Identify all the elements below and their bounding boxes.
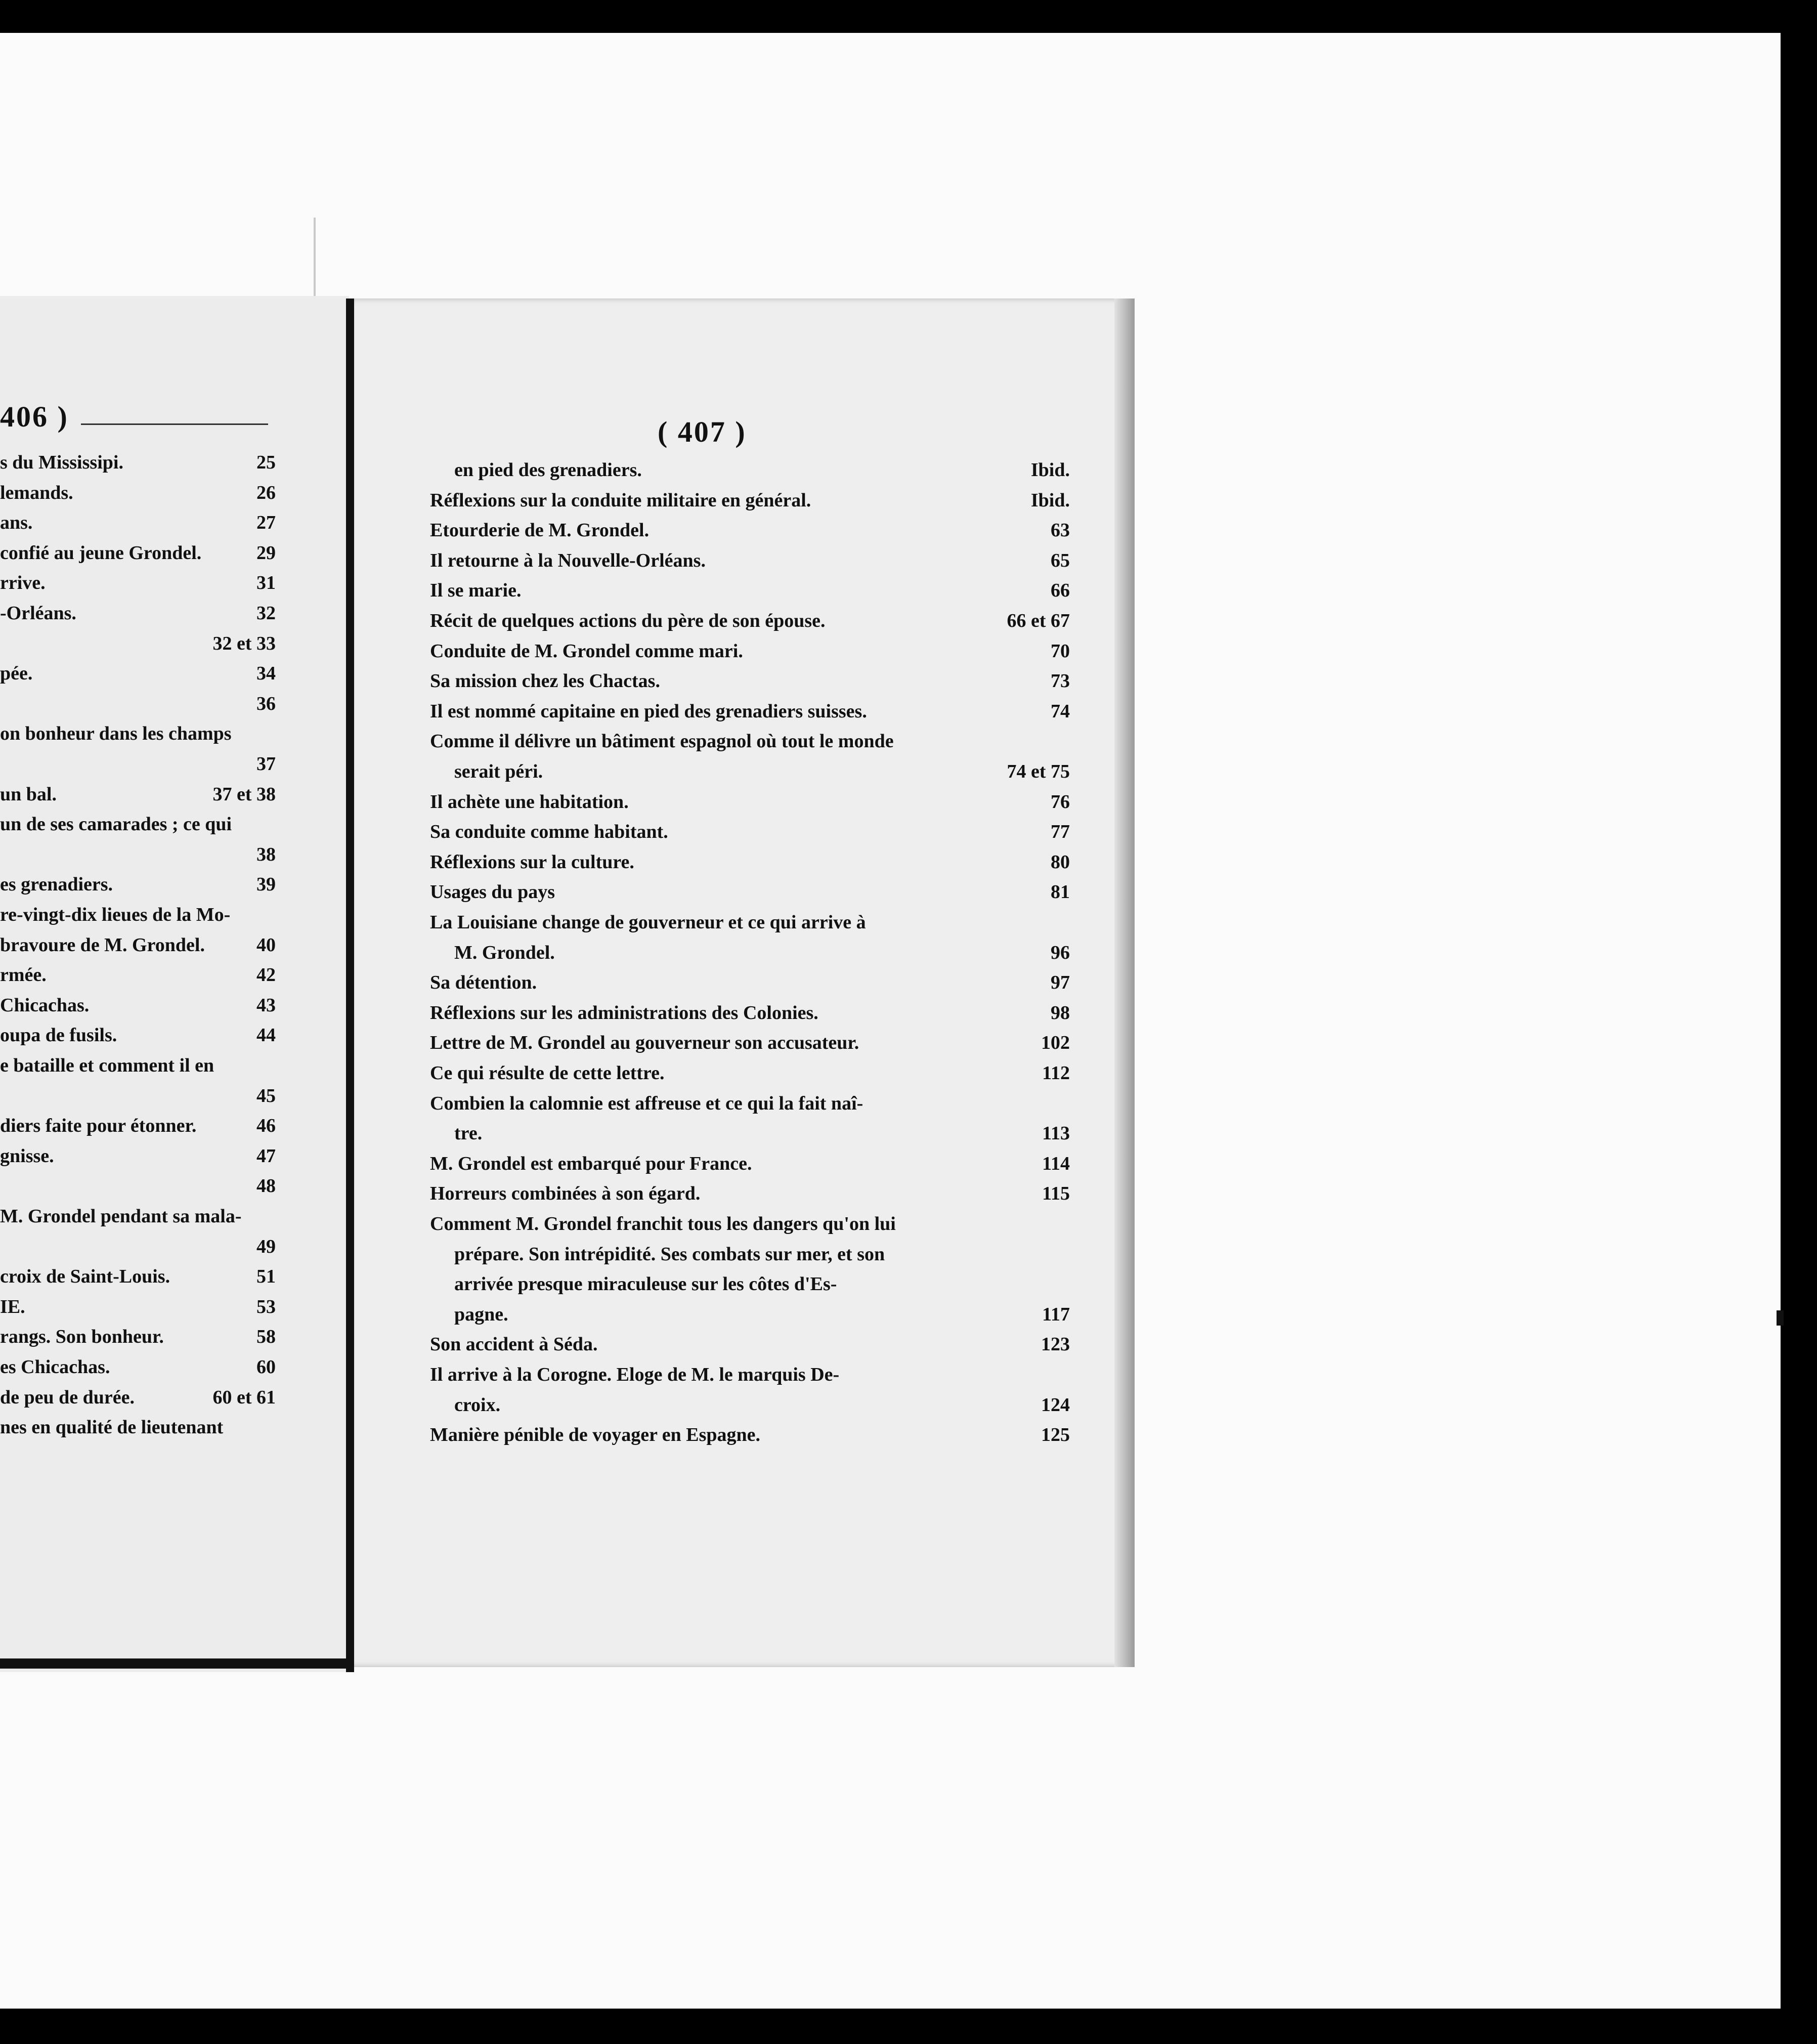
left-toc-line [0, 659, 276, 688]
right-page-number: ( 407 ) [658, 415, 747, 448]
toc-entry-text: de peu de durée. [0, 1386, 135, 1408]
left-toc-line [0, 508, 276, 537]
toc-entry-page: 66 [1051, 580, 1070, 602]
left-toc-line [0, 1262, 276, 1291]
left-toc-line [0, 629, 276, 658]
left-page-406 [0, 296, 349, 1672]
left-toc-line [0, 689, 276, 718]
right-toc-line [430, 877, 1070, 907]
left-toc-line [0, 599, 276, 628]
toc-entry-page: Ibid. [1030, 489, 1070, 511]
right-toc-line [430, 1089, 1070, 1118]
right-toc-line [430, 1149, 1070, 1178]
right-toc-line [430, 908, 1070, 937]
toc-entry-text: Il retourne à la Nouvelle-Orléans. [430, 549, 706, 571]
toc-entry-text: IE. [0, 1296, 25, 1317]
right-toc-line [430, 606, 1070, 635]
toc-entry-page: 102 [1041, 1032, 1070, 1054]
left-toc-line [0, 1292, 276, 1322]
toc-entry-text: croix. [454, 1394, 501, 1416]
toc-entry-text: Réflexions sur la conduite militaire en général. [430, 489, 811, 511]
left-toc-line [0, 1051, 276, 1080]
toc-entry-text: arrivée presque miraculeuse sur les côtes d'Es- [454, 1273, 837, 1295]
toc-entry-page: 32 [256, 603, 276, 624]
right-toc-line [430, 516, 1070, 545]
toc-entry-page: 58 [256, 1326, 276, 1348]
toc-entry-page: 34 [256, 663, 276, 685]
toc-entry-page: 124 [1041, 1394, 1070, 1416]
toc-entry-text: e bataille et comment il en [0, 1055, 214, 1076]
toc-entry-text: croix de Saint-Louis. [0, 1266, 170, 1288]
toc-entry-page: 115 [1042, 1183, 1070, 1205]
left-toc-line [0, 1020, 276, 1050]
right-toc-line [430, 998, 1070, 1028]
right-toc-line [430, 938, 1070, 967]
toc-entry-page: 45 [256, 1085, 276, 1106]
toc-entry-text: Il arrive à la Corogne. Eloge de M. le marquis De- [430, 1364, 840, 1385]
right-toc-line [430, 1390, 1070, 1420]
toc-entry-text: en pied des grenadiers. [454, 459, 642, 481]
right-page-407 [354, 299, 1135, 1667]
toc-entry-page: 36 [256, 693, 276, 714]
toc-entry-page: 96 [1051, 942, 1070, 963]
right-toc-line [430, 1360, 1070, 1389]
toc-entry-page: 25 [256, 452, 276, 473]
right-toc-line [430, 1330, 1070, 1359]
left-toc-line [0, 448, 276, 477]
toc-entry-text: rangs. Son bonheur. [0, 1326, 164, 1348]
left-toc-line [0, 1232, 276, 1261]
left-toc-line [0, 538, 276, 568]
toc-entry-text: rmée. [0, 964, 47, 986]
right-toc-line [430, 757, 1070, 786]
toc-entry-text: M. Grondel pendant sa mala- [0, 1206, 242, 1227]
toc-entry-page: 51 [256, 1266, 276, 1288]
toc-entry-page: 66 et 67 [1007, 610, 1070, 631]
toc-entry-text: un de ses camarades ; ce qui [0, 814, 232, 835]
left-toc-line [0, 930, 276, 960]
toc-entry-page: 46 [256, 1115, 276, 1137]
toc-entry-text: Son accident à Séda. [430, 1334, 598, 1355]
toc-entry-text: Horreurs combinées à son égard. [430, 1183, 701, 1205]
toc-entry-page: 74 et 75 [1007, 761, 1070, 782]
left-toc-line [0, 1322, 276, 1351]
left-toc-line [0, 810, 276, 839]
toc-entry-page: 43 [256, 994, 276, 1016]
toc-entry-text: Comment M. Grondel franchit tous les dangers qu'on lui [430, 1213, 896, 1234]
film-edge-mark [1777, 1310, 1784, 1326]
toc-entry-text: bravoure de M. Grondel. [0, 934, 205, 956]
toc-entry-page: 112 [1042, 1062, 1070, 1084]
left-toc-line [0, 780, 276, 809]
left-toc-line [0, 900, 276, 929]
book-gutter [346, 299, 354, 1672]
toc-entry-page: 70 [1051, 640, 1070, 662]
left-toc-line [0, 1413, 276, 1442]
toc-entry-text: Conduite de M. Grondel comme mari. [430, 640, 743, 662]
toc-entry-text: Ce qui résulte de cette lettre. [430, 1062, 665, 1084]
toc-entry-page: 53 [256, 1296, 276, 1317]
left-toc-line [0, 960, 276, 990]
toc-entry-page: 49 [256, 1236, 276, 1257]
right-toc-line [430, 1300, 1070, 1329]
toc-entry-page: 97 [1051, 972, 1070, 994]
toc-entry-text: prépare. Son intrépidité. Ses combats sur mer, et son [454, 1243, 885, 1265]
left-toc-line [0, 1352, 276, 1382]
right-toc-line [430, 1240, 1070, 1269]
toc-entry-page: 98 [1051, 1002, 1070, 1024]
toc-entry-text: La Louisiane change de gouverneur et ce qui arrive à [430, 912, 866, 933]
left-page-number: 406 ) [0, 400, 69, 433]
toc-entry-text: -Orléans. [0, 603, 76, 624]
toc-entry-page: 77 [1051, 821, 1070, 843]
right-toc-line [430, 787, 1070, 817]
right-toc-line [430, 666, 1070, 696]
toc-entry-text: serait péri. [454, 761, 543, 782]
toc-entry-text: Réflexions sur les administrations des Colonies. [430, 1002, 818, 1024]
sheet-fold-mark [314, 218, 316, 309]
right-toc-line [430, 968, 1070, 997]
toc-entry-page: Ibid. [1030, 459, 1070, 481]
toc-entry-page: 38 [256, 843, 276, 865]
left-toc-line [0, 1111, 276, 1140]
toc-entry-page: 40 [256, 934, 276, 956]
toc-entry-text: Il achète une habitation. [430, 791, 629, 813]
toc-entry-text: Réflexions sur la culture. [430, 851, 634, 873]
right-toc-line [430, 1269, 1070, 1299]
toc-entry-text: es Chicachas. [0, 1356, 110, 1378]
toc-entry-page: 80 [1051, 851, 1070, 873]
toc-entry-page: 74 [1051, 700, 1070, 722]
right-toc-line [430, 486, 1070, 515]
toc-entry-page: 123 [1041, 1334, 1070, 1355]
left-toc-line [0, 719, 276, 748]
toc-entry-text: Récit de quelques actions du père de son épouse. [430, 610, 826, 631]
toc-entry-page: 44 [256, 1025, 276, 1046]
toc-entry-page: 60 [256, 1356, 276, 1378]
toc-entry-text: tre. [454, 1123, 483, 1144]
left-toc-line [0, 870, 276, 899]
right-toc-line [430, 1058, 1070, 1088]
book-bottom-edge [0, 1658, 349, 1669]
toc-entry-page: 114 [1042, 1153, 1070, 1174]
right-toc-line [430, 727, 1070, 756]
toc-entry-text: Lettre de M. Grondel au gouverneur son accusateur. [430, 1032, 859, 1054]
left-toc-line [0, 478, 276, 507]
toc-entry-text: pagne. [454, 1303, 508, 1325]
toc-entry-page: 81 [1051, 881, 1070, 903]
toc-entry-text: oupa de fusils. [0, 1025, 117, 1046]
toc-entry-page: 117 [1042, 1303, 1070, 1325]
toc-entry-page: 31 [256, 572, 276, 594]
toc-entry-text: rrive. [0, 572, 46, 594]
toc-entry-page: 48 [256, 1175, 276, 1197]
left-toc-line [0, 1171, 276, 1201]
toc-entry-page: 26 [256, 482, 276, 503]
toc-entry-page: 113 [1042, 1123, 1070, 1144]
toc-entry-page: 65 [1051, 549, 1070, 571]
toc-entry-text: lemands. [0, 482, 73, 503]
toc-entry-text: nes en qualité de lieutenant [0, 1417, 224, 1438]
right-toc-line [430, 847, 1070, 877]
right-toc-line [430, 697, 1070, 726]
left-toc-line [0, 1202, 276, 1231]
toc-entry-page: 63 [1051, 520, 1070, 541]
toc-entry-page: 27 [256, 512, 276, 534]
toc-entry-page: 29 [256, 542, 276, 564]
toc-entry-page: 47 [256, 1145, 276, 1167]
toc-entry-text: ans. [0, 512, 33, 534]
left-header-rule [81, 423, 268, 425]
left-toc-line [0, 991, 276, 1020]
toc-entry-text: confié au jeune Grondel. [0, 542, 202, 564]
toc-entry-page: 76 [1051, 791, 1070, 813]
toc-entry-text: Manière pénible de voyager en Espagne. [430, 1424, 761, 1446]
left-toc-line [0, 749, 276, 779]
toc-entry-text: diers faite pour étonner. [0, 1115, 197, 1137]
toc-entry-text: Sa détention. [430, 972, 537, 994]
page-edge-shadow [1114, 299, 1135, 1667]
toc-entry-page: 73 [1051, 670, 1070, 692]
toc-entry-text: Comme il délivre un bâtiment espagnol où tout le monde [430, 731, 894, 752]
toc-entry-text: re-vingt-dix lieues de la Mo- [0, 904, 231, 925]
right-toc-line [430, 817, 1070, 846]
toc-entry-page: 39 [256, 874, 276, 896]
left-toc-line [0, 1081, 276, 1111]
toc-entry-text: Sa conduite comme habitant. [430, 821, 668, 843]
right-toc-line [430, 1028, 1070, 1057]
toc-entry-page: 37 et 38 [212, 783, 276, 805]
toc-entry-text: on bonheur dans les champs [0, 723, 232, 745]
toc-entry-text: Il est nommé capitaine en pied des grenadiers suisses. [430, 700, 867, 722]
left-toc-line [0, 840, 276, 869]
toc-entry-text: gnisse. [0, 1145, 54, 1167]
toc-entry-text: Il se marie. [430, 580, 522, 602]
left-toc-line [0, 568, 276, 598]
toc-entry-text: es grenadiers. [0, 874, 113, 896]
right-toc-line [430, 636, 1070, 666]
toc-entry-text: Chicachas. [0, 994, 90, 1016]
left-toc-line [0, 1383, 276, 1412]
toc-entry-text: un bal. [0, 783, 57, 805]
toc-entry-text: M. Grondel est embarqué pour France. [430, 1153, 752, 1174]
toc-entry-page: 42 [256, 964, 276, 986]
toc-entry-text: Sa mission chez les Chactas. [430, 670, 660, 692]
right-toc-line [430, 1119, 1070, 1148]
right-toc-line [430, 1209, 1070, 1239]
toc-entry-text: Usages du pays [430, 881, 555, 903]
toc-entry-text: M. Grondel. [454, 942, 555, 963]
toc-entry-page: 125 [1041, 1424, 1070, 1446]
right-toc-line [430, 546, 1070, 575]
right-toc-line [430, 455, 1070, 485]
toc-entry-text: s du Mississipi. [0, 452, 123, 473]
toc-entry-text: pée. [0, 663, 33, 685]
toc-entry-text: Etourderie de M. Grondel. [430, 520, 650, 541]
right-toc-line [430, 1420, 1070, 1450]
right-toc-line [430, 1179, 1070, 1208]
toc-entry-page: 60 et 61 [212, 1386, 276, 1408]
toc-entry-page: 37 [256, 753, 276, 775]
left-toc-line [0, 1141, 276, 1171]
right-toc-line [430, 576, 1070, 605]
toc-entry-text: Combien la calomnie est affreuse et ce qui la fait naî- [430, 1092, 863, 1114]
toc-entry-page: 32 et 33 [212, 632, 276, 654]
